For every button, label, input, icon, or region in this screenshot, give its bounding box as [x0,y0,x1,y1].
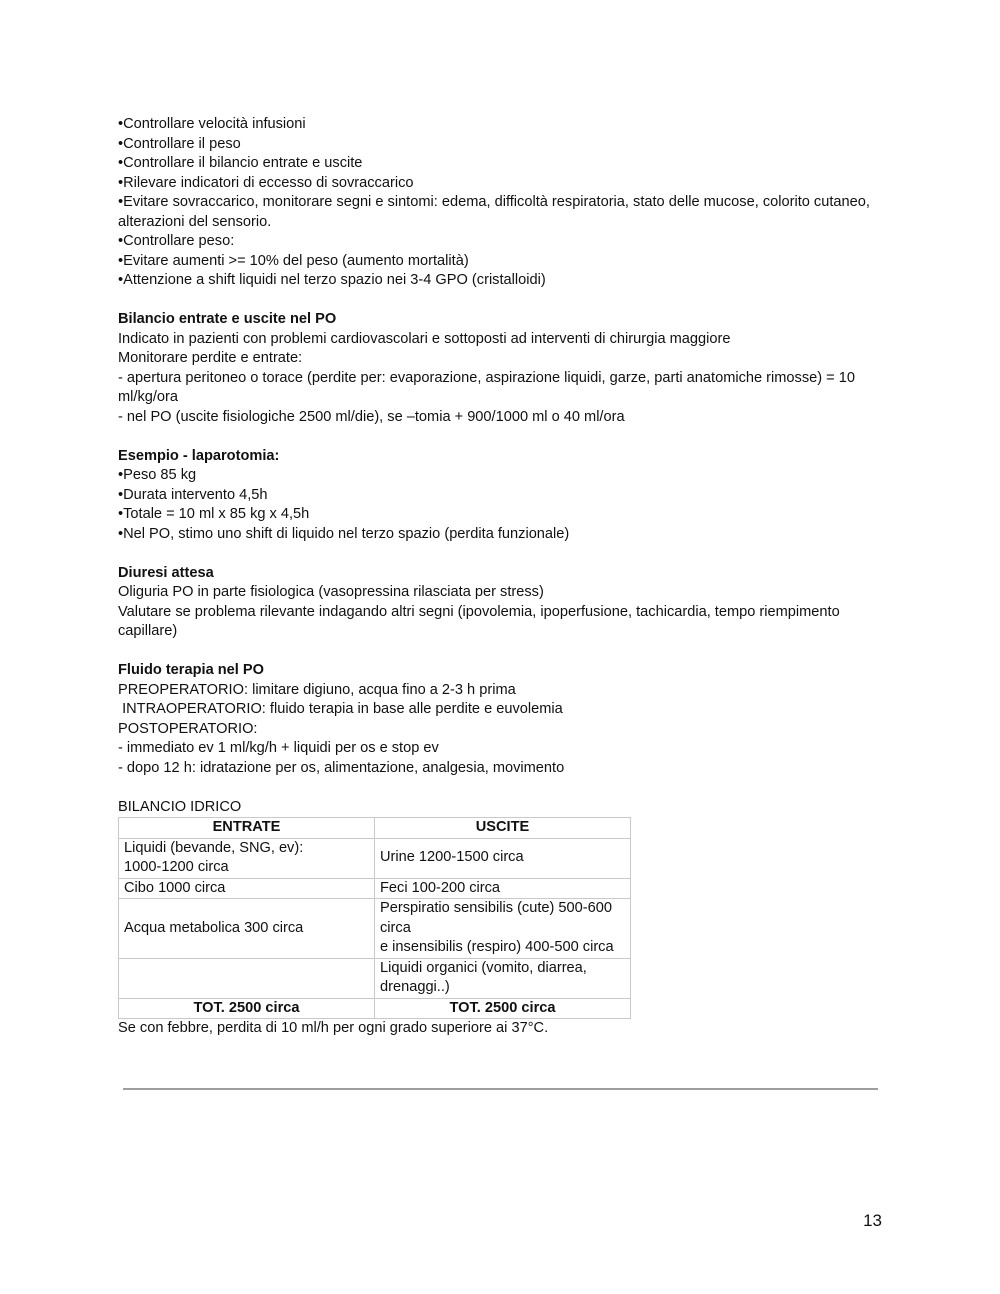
section-bilancio-po [118,310,883,427]
paragraph-line: Valutare se problema rilevante indagando altri segni (ipovolemia, ipoperfusione, tachicardia, tempo riempimento capillare) [118,603,844,639]
list-item: •Totale = 10 ml x 85 kg x 4,5h [118,506,310,522]
table-total-row [119,998,631,1019]
list-item: •Peso 85 kg [118,467,197,483]
paragraph-line: - apertura peritoneo o torace (perdite per: evaporazione, aspirazione liquidi, garze, parti anatomiche rimosse) = 10 ml/kg/ora [118,369,860,405]
paragraph-line: Oliguria PO in parte fisiologica (vasopressina rilasciata per stress) [118,584,544,600]
section-heading: Diuresi attesa [118,564,214,581]
list-item: •Evitare sovraccarico, monitorare segni e sintomi: edema, difficoltà respiratoria, stato delle mucose, colorito cutaneo, alterazioni del sensorio. [118,194,874,230]
paragraph-line: - nel PO (uscite fisiologiche 2500 ml/die), se –tomia + 900/1000 ml o 40 ml/ora [118,408,625,425]
paragraph-line: - dopo 12 h: idratazione per os, alimentazione, analgesia, movimento [118,759,565,776]
section-heading: Esempio - laparotomia: [118,447,280,464]
list-item: •Controllare velocità infusioni [118,116,306,132]
cell-entrate: Cibo 1000 circa [119,878,375,899]
paragraph-line: PREOPERATORIO: limitare digiuno, acqua fino a 2-3 h prima [118,681,516,698]
table-row [119,838,631,878]
section-diuresi-attesa [118,564,883,642]
paragraph-line: - immediato ev 1 ml/kg/h + liquidi per os e stop ev [118,740,439,756]
table-row [119,878,631,899]
list-item: •Controllare il peso [118,135,241,152]
section-esempio-laparotomia [118,447,883,545]
section-heading: Bilancio entrate e uscite nel PO [118,311,337,327]
fever-note: Se con febbre, perdita di 10 ml/h per ogni grado superiore ai 37°C. [118,1020,549,1036]
footer-divider [123,1088,878,1090]
header-entrate: ENTRATE [119,818,375,839]
cell-uscite: Urine 1200-1500 circa [375,838,631,878]
paragraph-line: Indicato in pazienti con problemi cardiovascolari e sottoposti ad interventi di chirurgia maggiore [118,330,731,347]
cell-entrate: Liquidi (bevande, SNG, ev): 1000-1200 circa [119,838,375,878]
table-row [119,899,631,959]
total-entrate: TOT. 2500 circa [119,998,375,1019]
list-item: •Durata intervento 4,5h [118,486,268,503]
table-header-row [119,818,631,839]
cell-uscite: Perspiratio sensibilis (cute) 500-600 circa e insensibilis (respiro) 400-500 circa [375,899,631,959]
paragraph-line: POSTOPERATORIO: [118,720,258,737]
cell-entrate: Acqua metabolica 300 circa [119,899,375,959]
page-number: 13 [863,1211,882,1230]
list-item: •Evitare aumenti >= 10% del peso (aumento mortalità) [118,252,469,269]
cell-entrate [119,958,375,998]
total-uscite: TOT. 2500 circa [375,998,631,1019]
list-item: •Controllare peso: [118,233,235,249]
intro-list [118,115,883,291]
cell-uscite: Feci 100-200 circa [375,878,631,899]
paragraph-line: INTRAOPERATORIO: fluido terapia in base alle perdite e euvolemia [118,701,563,717]
section-fluido-terapia [118,661,883,778]
list-item: •Rilevare indicatori di eccesso di sovraccarico [118,174,414,191]
table-row [119,958,631,998]
cell-uscite: Liquidi organici (vomito, diarrea, drenaggi..) [375,958,631,998]
page-content [118,115,883,1039]
list-item: •Attenzione a shift liquidi nel terzo spazio nei 3-4 GPO (cristalloidi) [118,272,546,288]
header-uscite: USCITE [375,818,631,839]
list-item: •Nel PO, stimo uno shift di liquido nel terzo spazio (perdita funzionale) [118,525,570,542]
list-item: •Controllare il bilancio entrate e uscite [118,155,363,171]
bilancio-idrico [118,798,883,1039]
bilancio-table [118,817,631,1019]
table-caption: BILANCIO IDRICO [118,798,242,815]
section-heading: Fluido terapia nel PO [118,662,264,678]
paragraph-line: Monitorare perdite e entrate: [118,350,303,366]
